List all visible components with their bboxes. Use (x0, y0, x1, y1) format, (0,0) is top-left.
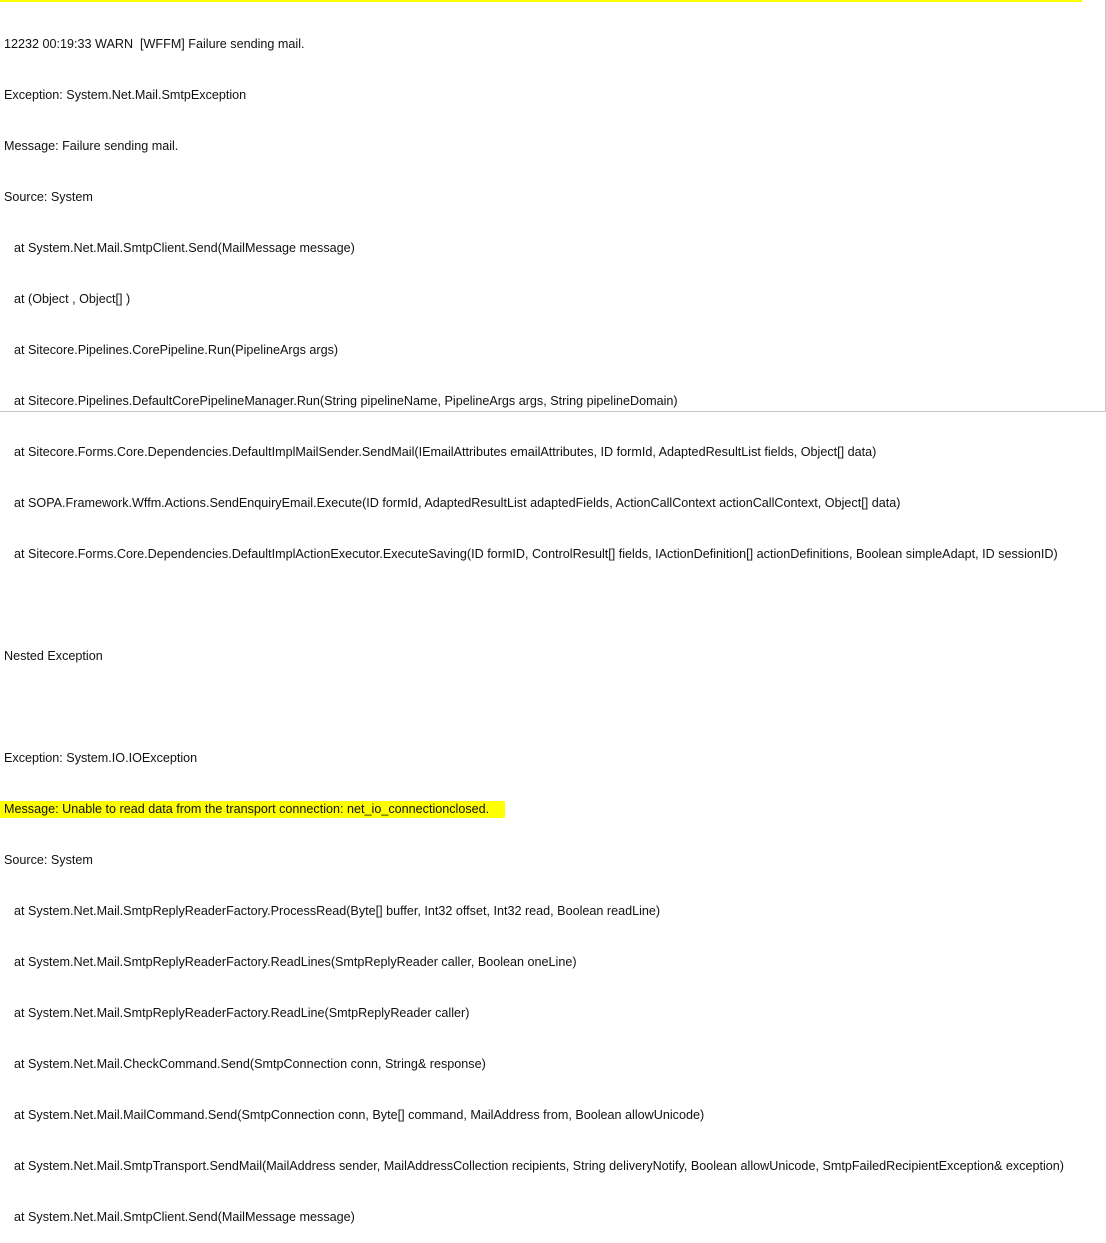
exception-source-line: Source: System (4, 190, 93, 204)
stack-frame-line: at SOPA.Framework.Wffm.Actions.SendEnquiryEmail.Execute(ID formId, AdaptedResultList adaptedFields, ActionCallContext actionCallContext, Object[] data) (14, 496, 901, 510)
stack-frame-line: at System.Net.Mail.SmtpReplyReaderFactory.ReadLine(SmtpReplyReader caller) (14, 1006, 470, 1020)
stack-frame-line: at Sitecore.Pipelines.DefaultCorePipelineManager.Run(String pipelineName, PipelineArgs args, String pipelineDomain) (14, 394, 678, 408)
stack-frame-line: at System.Net.Mail.SmtpClient.Send(MailMessage message) (14, 241, 355, 255)
exception-message-line: Message: Failure sending mail. (4, 139, 179, 153)
highlighted-exception-message: Message: Unable to read data from the transport connection: net_io_connectionclosed. (0, 801, 505, 818)
stack-frame-line: at System.Net.Mail.SmtpReplyReaderFactory.ReadLines(SmtpReplyReader caller, Boolean oneLine) (14, 955, 577, 969)
blank-line (4, 699, 1102, 716)
stack-frame-line: at Sitecore.Pipelines.CorePipeline.Run(PipelineArgs args) (14, 343, 339, 357)
stack-frame-line: at System.Net.Mail.CheckCommand.Send(SmtpConnection conn, String& response) (14, 1057, 486, 1071)
nested-exception-label: Nested Exception (4, 649, 103, 663)
log-header-line: 12232 00:19:33 WARN [WFFM] Failure sending mail. (4, 37, 305, 51)
stack-frame-line: at Sitecore.Forms.Core.Dependencies.DefaultImplMailSender.SendMail(IEmailAttributes emailAttributes, ID formId, AdaptedResultList fields, Object[] data) (14, 445, 877, 459)
nested-exception-message-row (4, 801, 1102, 818)
nested-exception-source-line: Source: System (4, 853, 93, 867)
nested-exception-type-line: Exception: System.IO.IOException (4, 751, 198, 765)
exception-type-line: Exception: System.Net.Mail.SmtpException (4, 88, 247, 102)
stack-frame-line: at System.Net.Mail.SmtpTransport.SendMail(MailAddress sender, MailAddressCollection recipients, String deliveryNotify, Boolean allowUnicode, SmtpFailedRecipientException& exception) (14, 1159, 1064, 1173)
stack-frame-line: at System.Net.Mail.SmtpReplyReaderFactory.ProcessRead(Byte[] buffer, Int32 offset, Int32 read, Boolean readLine) (14, 904, 661, 918)
stack-frame-line: at System.Net.Mail.MailCommand.Send(SmtpConnection conn, Byte[] command, MailAddress from, Boolean allowUnicode) (14, 1108, 705, 1122)
blank-line (4, 597, 1102, 614)
stack-frame-line: at System.Net.Mail.SmtpClient.Send(MailMessage message) (14, 1210, 355, 1224)
log-text-panel (4, 2, 1102, 1243)
stack-frame-line: at Sitecore.Forms.Core.Dependencies.DefaultImplActionExecutor.ExecuteSaving(ID formID, ControlResult[] fields, IActionDefinition[] actionDefinitions, Boolean simpleAdapt, ID sessionID) (14, 547, 1058, 561)
stack-frame-line: at (Object , Object[] ) (14, 292, 131, 306)
